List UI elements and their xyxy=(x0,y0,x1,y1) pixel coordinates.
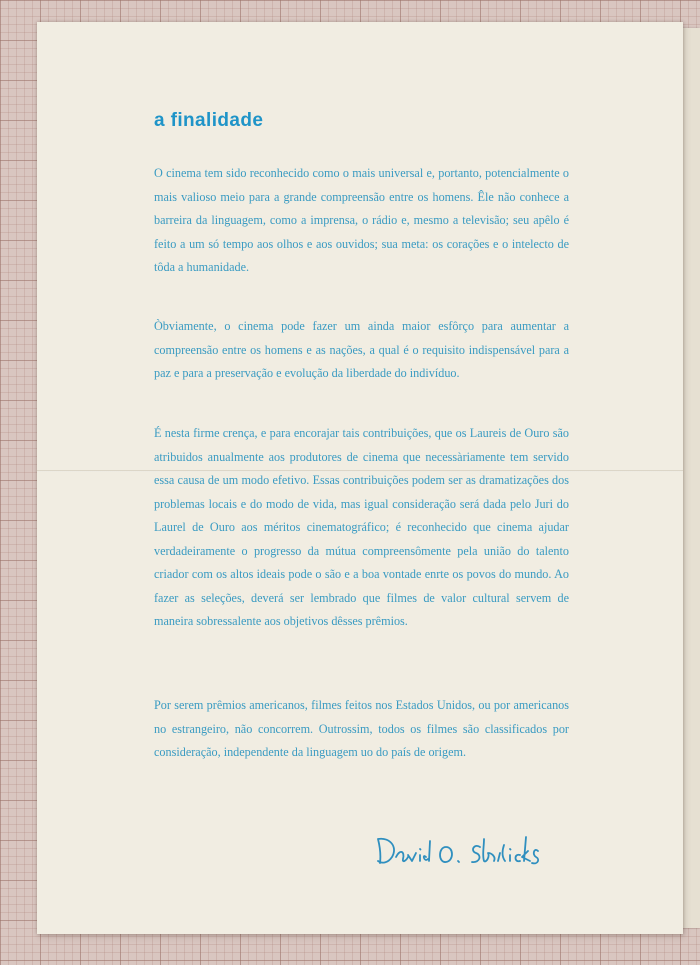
paragraph-4: Por serem prêmios americanos, filmes feitos nos Estados Unidos, ou por americanos no estrangeiro, não concorrem. Outrossim, todos os filmes são classificados por consideração, independente da linguagem uo do país de origem. xyxy=(154,698,569,759)
document-page xyxy=(37,22,683,934)
paragraph-1: O cinema tem sido reconhecido como o mais universal e, portanto, potencialmente o mais valioso meio para a grande compreensão entre os homens. Êle não conhece a barreira da linguagem, como a imprensa, o rádio e, mesmo a televisão; seu apêlo é feito a um só tempo aos olhos e aos ouvidos; sua meta: os corações e o intelecto de tôda a humanidade. xyxy=(154,166,569,274)
paragraph-3: É nesta firme crença, e para encorajar tais contribuições, que os Laureis de Ouro são atribuidos anualmente aos produtores de cinema que necessàriamente tem servido essa causa de um modo efetivo. Essas contribuições podem ser as dramatizações dos problemas locais e do modo de vida, mas igual consideração será dada pelo Juri do Laurel de Ouro aos méritos cinematográfico; é reconhecido que cinema ajudar verdadeiramente o progresso da mútua compreensômente pela união do talento criador com os altos ideais pode o são e a boa vontade enrte os povos do mundo. Ao fazer as seleções, deverá ser lembrado que filmes de valor cultural servem de maneira sobressalente aos objetivos dêsses prêmios. xyxy=(154,426,569,628)
page-heading: a finalidade xyxy=(154,110,264,131)
paragraph-2: Òbviamente, o cinema pode fazer um ainda maior esfôrço para aumentar a compreensão entre os homens e as nações, a qual é o requisito indispensável para a paz e para a preservação e evolução da liberdade do indivíduo. xyxy=(154,319,569,380)
handwritten-signature xyxy=(372,817,562,877)
